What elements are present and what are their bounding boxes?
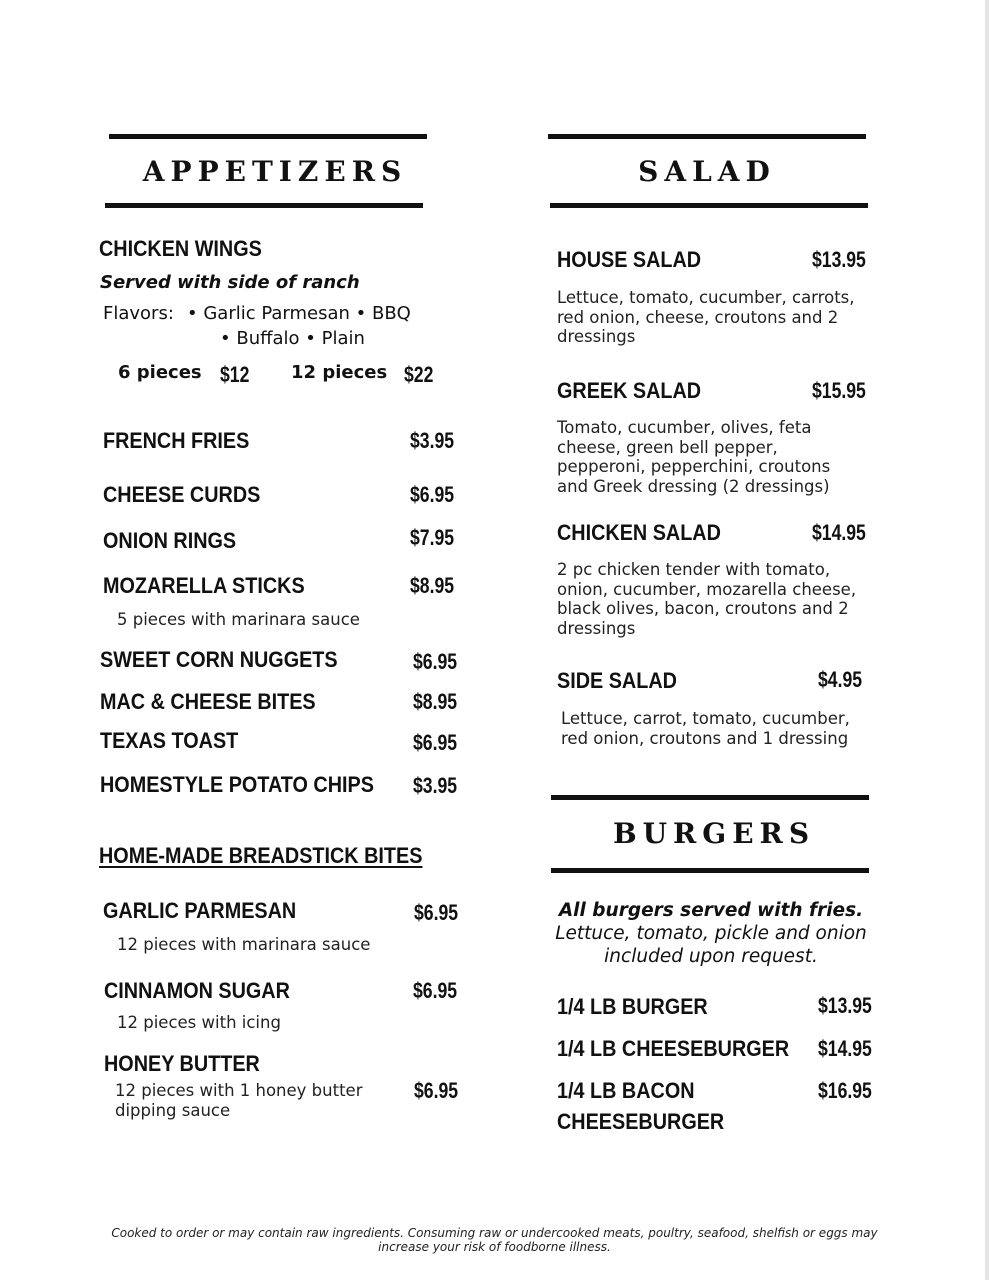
item-name-line2: CHEESEBURGER xyxy=(557,1109,725,1134)
burgers-title: BURGERS xyxy=(612,817,816,850)
item-name: HOMESTYLE POTATO CHIPS xyxy=(100,772,374,797)
appetizers-top-rule xyxy=(109,134,427,139)
item-price: $14.95 xyxy=(812,520,866,545)
item-name: MOZARELLA STICKS xyxy=(103,573,305,598)
item-name: CHICKEN SALAD xyxy=(557,520,721,545)
item-name: SWEET CORN NUGGETS xyxy=(100,647,338,672)
disclaimer-line1: Cooked to order or may contain raw ingredients. Consuming raw or undercooked meats, poultry, seafood, shelfish or eggs may xyxy=(111,1226,878,1240)
item-price: $13.95 xyxy=(818,993,872,1018)
large-portion-price: $22 xyxy=(404,362,434,387)
item-price: $13.95 xyxy=(812,247,866,272)
burgers-bottom-rule xyxy=(551,868,869,873)
item-description: Lettuce, carrot, tomato, cucumber, red onion, croutons and 1 dressing xyxy=(561,709,850,748)
small-portion-price: $12 xyxy=(220,362,250,387)
item-price: $8.95 xyxy=(410,573,455,598)
item-name: GREEK SALAD xyxy=(557,378,702,403)
burgers-note-bold: All burgers served with fries. xyxy=(558,900,864,921)
item-price: $6.95 xyxy=(414,900,459,925)
breadstick-title: HOME-MADE BREADSTICK BITES xyxy=(99,843,423,868)
item-name: CHEESE CURDS xyxy=(103,482,261,507)
burgers-note xyxy=(540,899,882,968)
item-price: $6.95 xyxy=(413,730,458,755)
salad-bottom-rule xyxy=(550,203,868,208)
item-price: $3.95 xyxy=(413,773,458,798)
item-name: CHICKEN WINGS xyxy=(99,236,262,261)
item-description: Lettuce, tomato, cucumber, carrots, red onion, cheese, croutons and 2 dressings xyxy=(557,288,855,346)
flavor-list-line2: • Buffalo • Plain xyxy=(220,328,365,349)
appetizers-title: APPETIZERS xyxy=(142,155,408,188)
item-price: $7.95 xyxy=(410,525,455,550)
item-name: HOUSE SALAD xyxy=(557,247,702,272)
item-name: 1/4 LB CHEESEBURGER xyxy=(557,1036,790,1061)
item-name: MAC & CHEESE BITES xyxy=(100,689,316,714)
item-name: CINNAMON SUGAR xyxy=(104,978,290,1003)
item-description: Tomato, cucumber, olives, feta cheese, green bell pepper, pepperoni, pepperchini, croutons and Greek dressing (2 dressings) xyxy=(557,418,831,496)
disclaimer-line2: increase your risk of foodborne illness. xyxy=(378,1240,611,1254)
salad-top-rule xyxy=(548,134,866,139)
item-name: TEXAS TOAST xyxy=(100,728,239,753)
item-name: SIDE SALAD xyxy=(557,668,677,693)
item-description: 2 pc chicken tender with tomato, onion, cucumber, mozarella cheese, black olives, bacon, croutons and 2 dressings xyxy=(557,560,857,638)
flavor-list-line1: • Garlic Parmesan • BBQ xyxy=(187,303,411,324)
item-price: $15.95 xyxy=(812,378,866,403)
small-portion-label: 6 pieces xyxy=(118,362,202,383)
burgers-top-rule xyxy=(551,795,869,800)
item-price: $6.95 xyxy=(413,649,458,674)
item-price: $3.95 xyxy=(410,428,455,453)
item-price: $6.95 xyxy=(414,1078,459,1103)
item-price: $6.95 xyxy=(413,978,458,1003)
item-name: ONION RINGS xyxy=(103,528,237,553)
large-portion-label: 12 pieces xyxy=(291,362,388,383)
item-name: 1/4 LB BURGER xyxy=(557,994,708,1019)
item-name: HONEY BUTTER xyxy=(104,1051,260,1076)
item-description: 5 pieces with marinara sauce xyxy=(117,610,360,629)
allergy-disclaimer xyxy=(0,1226,989,1254)
burgers-note-line3: included upon request. xyxy=(604,946,818,967)
appetizers-bottom-rule xyxy=(105,203,423,208)
salad-title: SALAD xyxy=(638,155,776,188)
item-price: $6.95 xyxy=(410,482,455,507)
burgers-note-line2: Lettuce, tomato, pickle and onion xyxy=(555,923,867,944)
item-price: $16.95 xyxy=(818,1078,872,1103)
item-price: $14.95 xyxy=(818,1036,872,1061)
item-name: GARLIC PARMESAN xyxy=(103,898,297,923)
item-description: 12 pieces with marinara sauce xyxy=(117,935,371,954)
item-price: $8.95 xyxy=(413,689,458,714)
item-price: $4.95 xyxy=(818,667,863,692)
flavors-label: Flavors: xyxy=(103,303,174,324)
wings-note: Served with side of ranch xyxy=(100,272,360,293)
item-name: FRENCH FRIES xyxy=(103,428,250,453)
item-description: 12 pieces with 1 honey butter dipping sauce xyxy=(115,1081,363,1120)
item-description: 12 pieces with icing xyxy=(117,1013,281,1032)
page-edge xyxy=(985,0,989,1280)
item-name: 1/4 LB BACON xyxy=(557,1078,695,1103)
